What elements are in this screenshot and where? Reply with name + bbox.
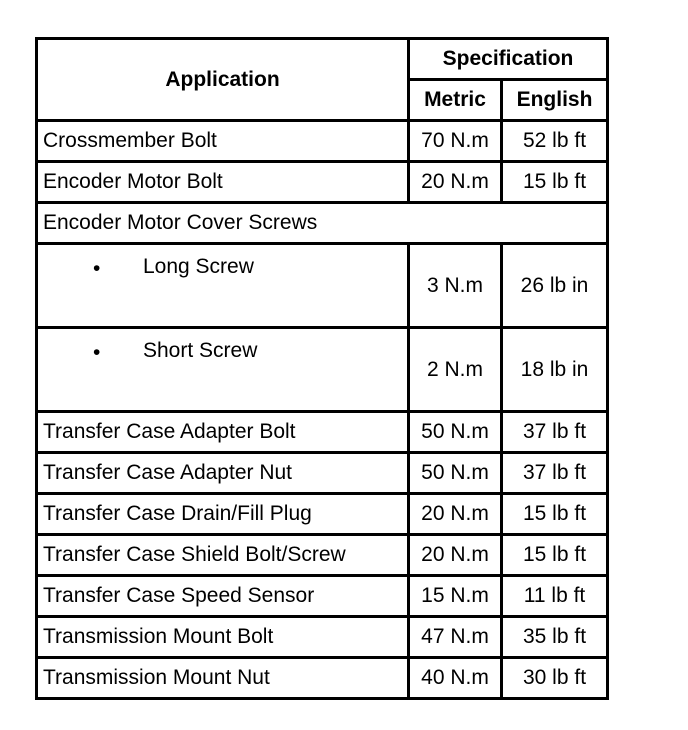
table-row bbox=[37, 162, 608, 203]
header-row-1 bbox=[37, 39, 608, 80]
metric-cell: 3 N.m bbox=[409, 244, 502, 328]
english-cell: 37 lb ft bbox=[502, 412, 608, 453]
bullet-icon: • bbox=[93, 341, 101, 364]
metric-cell: 47 N.m bbox=[409, 617, 502, 658]
application-cell: Transfer Case Speed Sensor bbox=[37, 576, 409, 617]
metric-cell: 2 N.m bbox=[409, 328, 502, 412]
english-cell: 11 lb ft bbox=[502, 576, 608, 617]
metric-cell: 20 N.m bbox=[409, 494, 502, 535]
group-title-cell: Encoder Motor Cover Screws bbox=[37, 203, 608, 244]
sub-item-cell bbox=[37, 244, 409, 328]
table-row bbox=[37, 244, 608, 328]
english-header: English bbox=[502, 80, 608, 121]
table-row bbox=[37, 328, 608, 412]
specification-header: Specification bbox=[409, 39, 608, 80]
english-cell: 52 lb ft bbox=[502, 121, 608, 162]
application-cell: Transfer Case Shield Bolt/Screw bbox=[37, 535, 409, 576]
english-cell: 37 lb ft bbox=[502, 453, 608, 494]
metric-cell: 70 N.m bbox=[409, 121, 502, 162]
english-cell: 18 lb in bbox=[502, 328, 608, 412]
english-cell: 26 lb in bbox=[502, 244, 608, 328]
application-cell: Transfer Case Drain/Fill Plug bbox=[37, 494, 409, 535]
table-row bbox=[37, 576, 608, 617]
metric-cell: 40 N.m bbox=[409, 658, 502, 699]
application-cell: Crossmember Bolt bbox=[37, 121, 409, 162]
application-header: Application bbox=[37, 39, 409, 121]
torque-spec-table bbox=[35, 37, 609, 700]
table-row bbox=[37, 535, 608, 576]
application-cell: Transfer Case Adapter Bolt bbox=[37, 412, 409, 453]
sub-item-label: Long Screw bbox=[143, 255, 254, 278]
english-cell: 35 lb ft bbox=[502, 617, 608, 658]
bullet-icon: • bbox=[93, 257, 101, 280]
metric-cell: 15 N.m bbox=[409, 576, 502, 617]
application-cell: Transfer Case Adapter Nut bbox=[37, 453, 409, 494]
metric-cell: 50 N.m bbox=[409, 453, 502, 494]
table-row bbox=[37, 453, 608, 494]
english-cell: 15 lb ft bbox=[502, 494, 608, 535]
metric-cell: 20 N.m bbox=[409, 535, 502, 576]
metric-header: Metric bbox=[409, 80, 502, 121]
table-row bbox=[37, 658, 608, 699]
sub-item-label: Short Screw bbox=[143, 339, 258, 362]
sub-item-cell bbox=[37, 328, 409, 412]
table-row bbox=[37, 412, 608, 453]
metric-cell: 50 N.m bbox=[409, 412, 502, 453]
table-row bbox=[37, 121, 608, 162]
group-header-row bbox=[37, 203, 608, 244]
application-cell: Transmission Mount Nut bbox=[37, 658, 409, 699]
metric-cell: 20 N.m bbox=[409, 162, 502, 203]
application-cell: Transmission Mount Bolt bbox=[37, 617, 409, 658]
table-row bbox=[37, 617, 608, 658]
table-row bbox=[37, 494, 608, 535]
english-cell: 15 lb ft bbox=[502, 162, 608, 203]
english-cell: 15 lb ft bbox=[502, 535, 608, 576]
english-cell: 30 lb ft bbox=[502, 658, 608, 699]
application-cell: Encoder Motor Bolt bbox=[37, 162, 409, 203]
